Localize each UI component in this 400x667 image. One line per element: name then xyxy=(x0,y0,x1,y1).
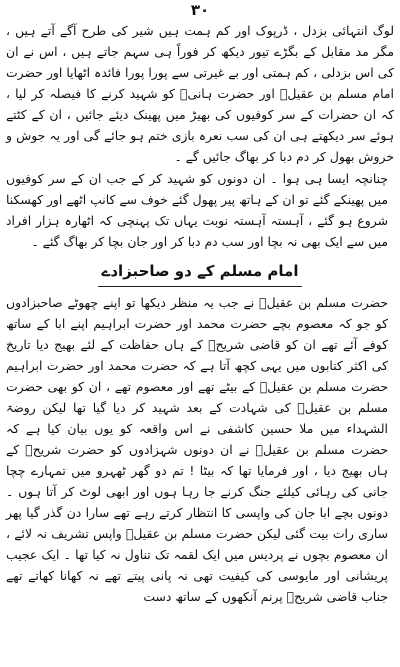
heading-underline xyxy=(98,286,303,287)
section-heading-text-wrap xyxy=(98,258,303,284)
paragraph-1: لوگ انتہائی بزدل ، ڈرپوک اور کم ہمت ہیں شیر کی طرح آگے آتے ہیں ، مگر مد مقابل کے بگڑے تیور دیکھ کر فوراً ہی سہم جاتے ہیں ، اس نے ان کی اس بزدلی ، کم ہمتی اور بے غیرتی سے پورا پورا فائدہ اٹھایا اور حضرت امام مسلم بن عقیلؓ اور حضرت ہانیؒ کو شہید کرنے کا فیصلہ کر لیا ، کہ ان حضرات کے سر کوفیوں کی بھیڑ میں پھینک دیئے جائیں ، ان کے کٹتے ہوئے سر دیکھتے ہی ان کی سب نعرہ بازی ختم ہو جائے گی اور یہ جوش و خروش بھول کر دم دبا کر بھاگ جائیں گے ۔ xyxy=(6,23,394,164)
paragraph-3: حضرت مسلم بن عقیلؓ نے جب یہ منظر دیکھا تو اپنے چھوٹے صاحبزادوں کو جو کہ معصوم بچے حضرت محمد اور حضرت ابراہیم اپنے ابا کے ساتھ کوفے آئے تھے ان کو قاضی شریحؒ کے ہاں حفاظت کے لئے بھیج دیا تاریخ کی اکثر کتابوں میں یہی کچھ آتا ہے کہ حضرت محمد اور حضرت ابراہیم حضرت مسلم بن عقیلؓ کے بیٹے تھے اور معصوم تھے ، ان کو بھی حضرت مسلم بن عقیلؓ کی شہادت کے بعد شہید کر دیا گیا تھا لیکن روضۃ الشہداء میں ملا حسین کاشفی نے اس واقعہ کو یوں بیان کیا ہے کہ حضرت مسلم بن عقیلؓ نے ان دونوں شہزادوں کو حضرت شریحؒ کے ہاں بھیج دیا ، اور فرمایا تھا کہ بیٹا ! تم دو گھر ٹھہرو میں تمہارے چچا جانی کی رہائی کیلئے جنگ کرنے جا رہا ہوں اور ابھی لوٹ کر آتا ہوں ۔ دونوں بچے ابا جان کی واپسی کا انتظار کرتے رہے تھے سارا دن گذر گیا پھر ساری رات بیت گئی لیکن حضرت مسلم بن عقیلؓ واپس تشریف نہ لائے ، ان معصوم بچوں نے پردیس میں ایک لقمہ تک تناول نہ کیا تھا ۔ ایک عجیب پریشانی اور مایوسی کی کیفیت تھی نہ پانی پیتے تھے نہ کھانا کھاتے تھے جناب قاضی شریحؒ پرنم آنکھوں کے ساتھ دست xyxy=(6,295,388,604)
section-heading xyxy=(6,258,394,284)
page-number: ۳۰ xyxy=(190,1,210,19)
section-heading-text: امام مسلم کے دو صاحبزادے xyxy=(101,262,299,280)
paragraph-2: چنانچہ ایسا ہی ہوا ۔ ان دونوں کو شہید کر کے جب ان کے سر کوفیوں میں پھینکے گئے تو ان کے ہاتھ پیر پھول گئے خوف سے کانپ اٹھے اور کھسکنا شروع ہو گئے ، آہستہ آہستہ نوبت یہاں تک پہنچی کہ اٹھارہ ہزار افراد میں سے ایک بھی نہ بچا اور سب دم دبا کر اور جان بچا کر بھاگ گئے ۔ xyxy=(5,171,388,249)
